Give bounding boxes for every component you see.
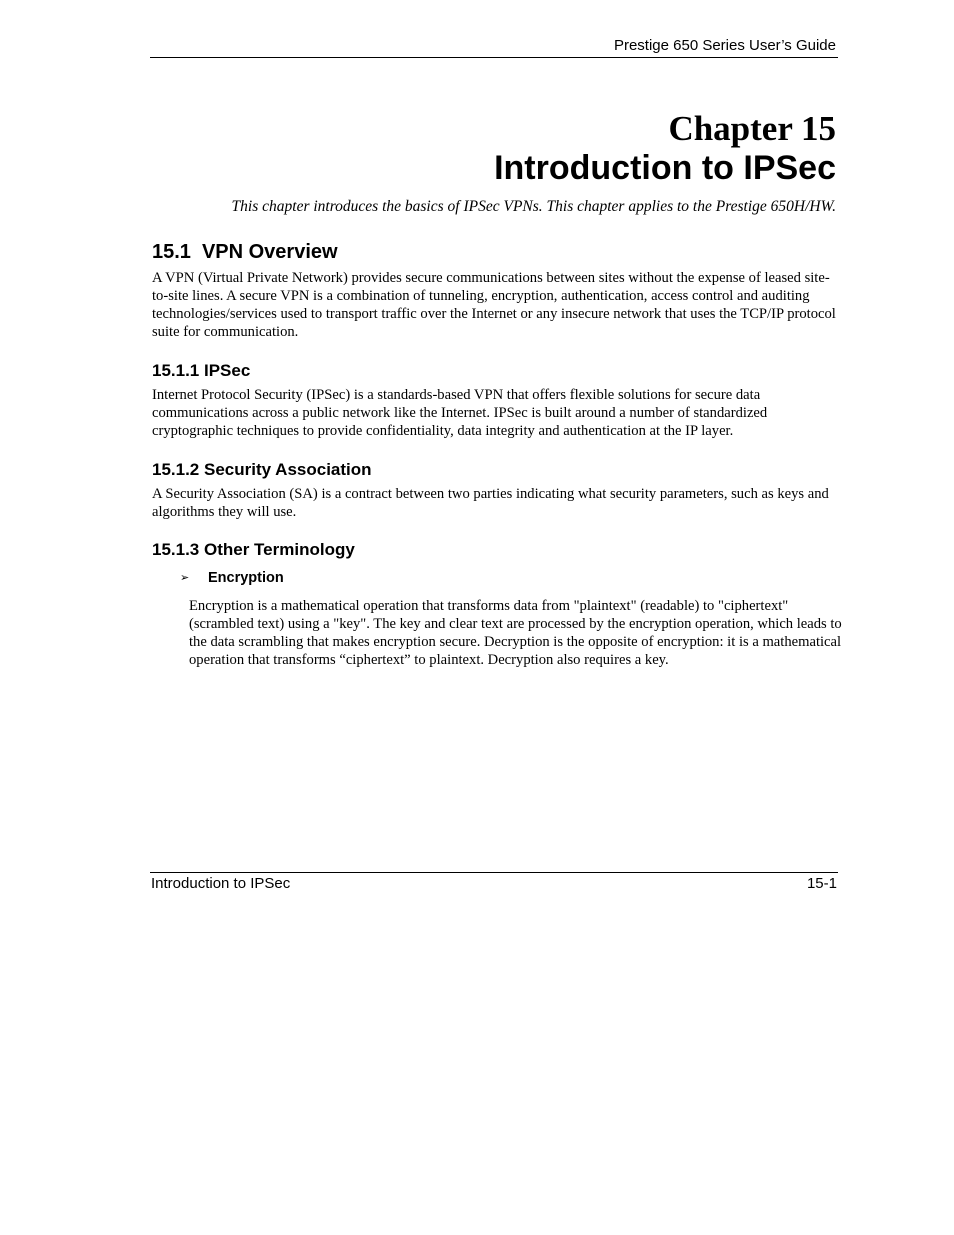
section-title: VPN Overview <box>201 241 338 263</box>
encryption-term-label: Encryption <box>208 570 284 586</box>
footer-rule <box>150 872 838 873</box>
subsection-heading-security-association: 15.1.2 Security Association <box>152 460 372 479</box>
vpn-overview-paragraph: A VPN (Virtual Private Network) provides secure communications between sites without the expense of leased site-to-site lines. A secure VPN is a combination of tunneling, encryption, authentication, access control and auditing technologies/services used to transport traffic over the Internet or any insecure network that uses the TCP/IP protocol suite for communication. <box>152 270 836 340</box>
encryption-paragraph: Encryption is a mathematical operation that transforms data from "plaintext" (readable) to "ciphertext" (scrambled text) using a "key". The key and clear text are processed by the encryption operation, which leads to the data scrambling that makes encryption secure. Decryption is the opposite of encryption: it is a mathematical operation that transforms “ciphertext” to plaintext. Decryption also requires a key. <box>189 598 842 668</box>
header-rule <box>150 57 838 58</box>
security-association-paragraph: A Security Association (SA) is a contract between two parties indicating what security parameters, such as keys and algorithms they will use. <box>152 486 829 520</box>
section-number: 15.1 <box>152 241 191 263</box>
footer-chapter-title: Introduction to IPSec <box>151 875 291 892</box>
footer-page-number: 15-1 <box>806 875 837 892</box>
chapter-number: Chapter 15 <box>668 109 836 148</box>
encryption-bullet <box>180 569 284 587</box>
running-header: Prestige 650 Series User’s Guide <box>613 37 836 54</box>
subsection-heading-other-terminology: 15.1.3 Other Terminology <box>152 540 355 559</box>
section-heading-vpn-overview <box>152 240 338 264</box>
subsection-heading-ipsec: 15.1.1 IPSec <box>152 361 251 380</box>
ipsec-paragraph: Internet Protocol Security (IPSec) is a standards-based VPN that offers flexible solutions for secure data communications across a public network like the Internet. IPSec is built around a number of standardized cryptographic techniques to provide confidentiality, data integrity and authentication at the IP layer. <box>152 387 768 439</box>
chapter-title: Introduction to IPSec <box>494 149 836 187</box>
chapter-intro: This chapter introduces the basics of IPSec VPNs. This chapter applies to the Prestige 650H/HW. <box>231 198 836 215</box>
arrowhead-bullet-icon: ➢ <box>180 571 190 584</box>
